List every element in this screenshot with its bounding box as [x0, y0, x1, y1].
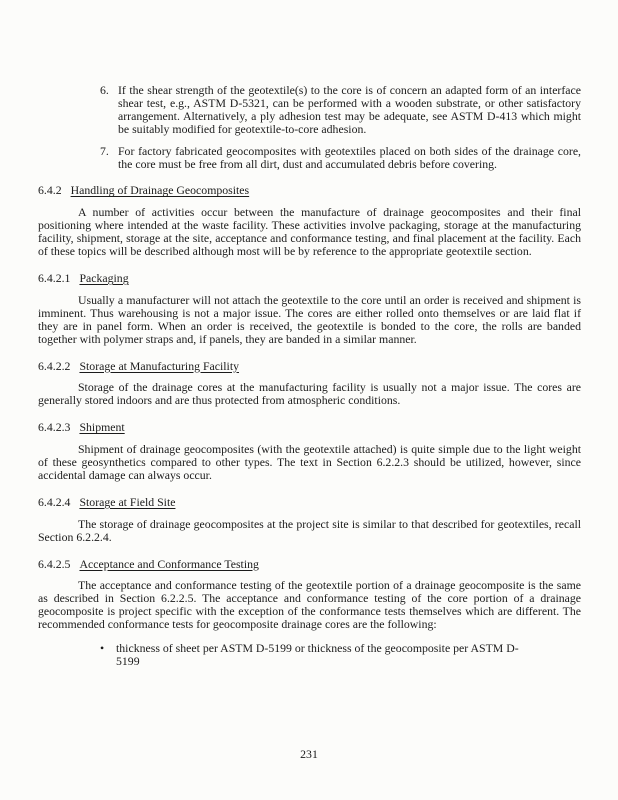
section-heading: [38, 421, 581, 434]
list-item-7: [100, 145, 581, 171]
paragraph: A number of activities occur between the manufacture of drainage geocomposites and their final positioning where intended at the waste facility. These activities involve packaging, storage at the manufacturing facility, shipment, storage at the site, acceptance and conformance testing, and final placement at the facility. Each of these topics will be described although most will be by reference to the appropriate geotextile section.: [38, 205, 581, 259]
section-storage-at-field-site: [38, 496, 581, 544]
heading-title: Storage at Field Site: [79, 494, 176, 509]
section-acceptance-and-conformance-testing: [38, 558, 581, 668]
section-storage-at-manufacturing-facility: [38, 360, 581, 408]
list-item-number: 6.: [100, 83, 109, 97]
heading-number: 6.4.2.5: [38, 556, 71, 571]
section-heading: [38, 272, 581, 285]
list-item-text: For factory fabricated geocomposites with geotextiles placed on both sides of the drainage core, the core must be free from all dirt, dust and accumulated debris before covering.: [118, 143, 581, 171]
section-shipment: [38, 421, 581, 482]
heading-title: Acceptance and Conformance Testing: [79, 556, 259, 571]
section-heading: [38, 496, 581, 509]
numbered-list: [100, 84, 581, 170]
heading-title: Handling of Drainage Geocomposites: [70, 183, 250, 198]
list-item-6: [100, 84, 581, 136]
page-number: 231: [300, 747, 318, 761]
bullet-marker: •: [100, 641, 105, 656]
paragraph: Usually a manufacturer will not attach the geotextile to the core until an order is received and shipment is imminent. Thus warehousing is not a major issue. The cores are either rolled onto themselves or are laid flat if they are in panel form. When an order is received, the geotextile is bonded to the core, the rolls are banded together with polymer straps and, if panels, they are banded in a similar manner.: [38, 292, 581, 346]
heading-title: Storage at Manufacturing Facility: [79, 358, 239, 373]
heading-number: 6.4.2.2: [38, 358, 71, 373]
paragraph: Storage of the drainage cores at the manufacturing facility is usually not a major issue. The cores are generally stored indoors and are thus protected from atmospheric conditions.: [38, 380, 581, 408]
heading-number: 6.4.2.3: [38, 420, 71, 435]
heading-title: Shipment: [79, 420, 125, 435]
list-item-number: 7.: [100, 143, 109, 158]
document-page: [38, 84, 581, 668]
heading-number: 6.4.2.4: [38, 494, 71, 509]
section-heading: [38, 360, 581, 373]
paragraph: The acceptance and conformance testing of the geotextile portion of a drainage geocomposite is the same as described in Section 6.2.2.5. The acceptance and conformance testing of the core portion of a drainage geocomposite is project specific with the exception of the conformance tests themselves which are different. The recommended conformance tests for geocomposite drainage cores are the following:: [38, 578, 581, 632]
section-packaging: [38, 272, 581, 346]
bullet-item: [100, 642, 581, 668]
paragraph: The storage of drainage geocomposites at the project site is similar to that described for geotextiles, recall Section 6.2.2.4.: [38, 516, 581, 544]
heading-number: 6.4.2.1: [38, 270, 71, 285]
section-handling-of-drainage-geocomposites: [38, 184, 581, 258]
section-heading: [38, 558, 581, 571]
heading-number: 6.4.2: [38, 183, 62, 198]
list-item-text: If the shear strength of the geotextile(s) to the core is of concern an adapted form of an interface shear test, e.g., ASTM D-5321, can be performed with a wooden substrate, or other satisfactory arrangement. Alternatively, a ply adhesion test may be adequate, see ASTM D-413 which might be suitably modified for geotextile-to-core adhesion.: [118, 83, 581, 136]
section-heading: [38, 184, 581, 197]
heading-title: Packaging: [79, 270, 129, 285]
bullet-text: thickness of sheet per ASTM D-5199 or thickness of the geocomposite per ASTM D-5199: [116, 641, 519, 668]
paragraph: Shipment of drainage geocomposites (with the geotextile attached) is quite simple due to the light weight of these geosynthetics compared to other types. The text in Section 6.2.2.3 should be utilized, however, since accidental damage can always occur.: [38, 442, 581, 482]
